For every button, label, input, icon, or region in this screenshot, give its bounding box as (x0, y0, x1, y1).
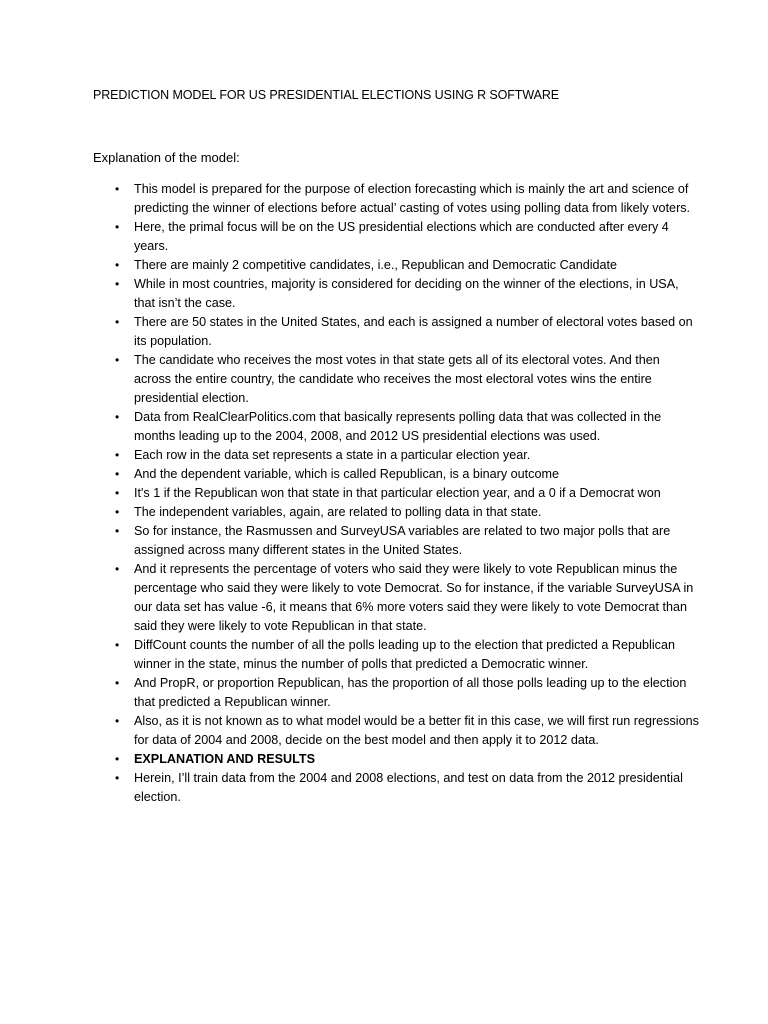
list-item (0, 218, 768, 256)
list-item-text: The independent variables, again, are related to polling data in that state. (134, 505, 542, 519)
list-item-text: While in most countries, majority is considered for deciding on the winner of the elections, in USA, that isn’t the case. (134, 277, 679, 310)
list-item (0, 408, 768, 446)
list-item (0, 636, 768, 674)
bullet-icon: • (115, 505, 120, 519)
section-subheading: Explanation of the model: (93, 150, 240, 165)
list-item-text: It's 1 if the Republican won that state in that particular election year, and a 0 if a Democrat won (134, 486, 661, 500)
bullet-icon: • (115, 714, 120, 728)
bullet-icon: • (115, 771, 120, 785)
list-item (0, 484, 768, 503)
list-item (0, 769, 768, 807)
list-item (0, 180, 768, 218)
list-item-text: The candidate who receives the most votes in that state gets all of its electoral votes. And then across the entire country, the candidate who receives the most electoral votes wins the entire presidential election. (134, 353, 660, 405)
bullet-icon: • (115, 410, 120, 424)
document-title: PREDICTION MODEL FOR US PRESIDENTIAL ELECTIONS USING R SOFTWARE (93, 88, 559, 102)
bullet-icon: • (115, 638, 120, 652)
list-item-text: So for instance, the Rasmussen and SurveyUSA variables are related to two major polls that are assigned across many different states in the United States. (134, 524, 671, 557)
list-item-text: Here, the primal focus will be on the US presidential elections which are conducted after every 4 years. (134, 220, 669, 253)
bullet-icon: • (115, 353, 120, 367)
list-item-text: There are mainly 2 competitive candidates, i.e., Republican and Democratic Candidate (134, 258, 618, 272)
bullet-icon: • (115, 315, 120, 329)
list-item-text: Data from RealClearPolitics.com that basically represents polling data that was collected in the months leading up to the 2004, 2008, and 2012 US presidential elections was used. (134, 410, 662, 443)
list-item-text: Each row in the data set represents a state in a particular election year. (134, 448, 531, 462)
list-item (0, 674, 768, 712)
list-item-text: DiffCount counts the number of all the polls leading up to the election that predicted a Republican winner in the state, minus the number of polls that predicted a Democratic winner. (134, 638, 675, 671)
bullet-icon: • (115, 277, 120, 291)
list-item (0, 465, 768, 484)
bullet-list (0, 180, 768, 807)
section-heading-item (0, 750, 768, 769)
list-item-text: There are 50 states in the United States, and each is assigned a number of electoral votes based on its population. (134, 315, 693, 348)
bullet-icon: • (115, 448, 120, 462)
list-item (0, 256, 768, 275)
bullet-icon: • (115, 258, 120, 272)
bullet-icon: • (115, 676, 120, 690)
list-item-text: This model is prepared for the purpose of election forecasting which is mainly the art and science of predicting the winner of elections before actual’ casting of votes using polling data from likely voters. (134, 182, 691, 215)
list-item-text: Herein, I’ll train data from the 2004 and 2008 elections, and test on data from the 2012 presidential election. (134, 771, 683, 804)
bullet-icon: • (115, 220, 120, 234)
bullet-icon: • (115, 524, 120, 538)
list-item-text: Also, as it is not known as to what model would be a better fit in this case, we will first run regressions for data of 2004 and 2008, decide on the best model and then apply it to 2012 data. (134, 714, 699, 747)
list-item (0, 313, 768, 351)
bullet-icon: • (115, 486, 120, 500)
list-item (0, 560, 768, 636)
bullet-icon: • (115, 752, 120, 766)
list-item (0, 351, 768, 408)
list-item (0, 446, 768, 465)
list-item (0, 275, 768, 313)
list-item-text: And the dependent variable, which is called Republican, is a binary outcome (134, 467, 559, 481)
list-item-text: And PropR, or proportion Republican, has the proportion of all those polls leading up to the election that predicted a Republican winner. (134, 676, 687, 709)
list-item (0, 503, 768, 522)
list-item (0, 522, 768, 560)
list-item (0, 712, 768, 750)
bullet-icon: • (115, 182, 120, 196)
bullet-icon: • (115, 562, 120, 576)
bullet-icon: • (115, 467, 120, 481)
list-item-text: And it represents the percentage of voters who said they were likely to vote Republican minus the percentage who said they were likely to vote Democrat. So for instance, if the variable SurveyUSA in our data set has value -6, it means that 6% more voters said they were likely to vote Democrat than said they were likely to vote Republican in that state. (134, 562, 694, 633)
list-item-text: EXPLANATION AND RESULTS (134, 752, 315, 766)
